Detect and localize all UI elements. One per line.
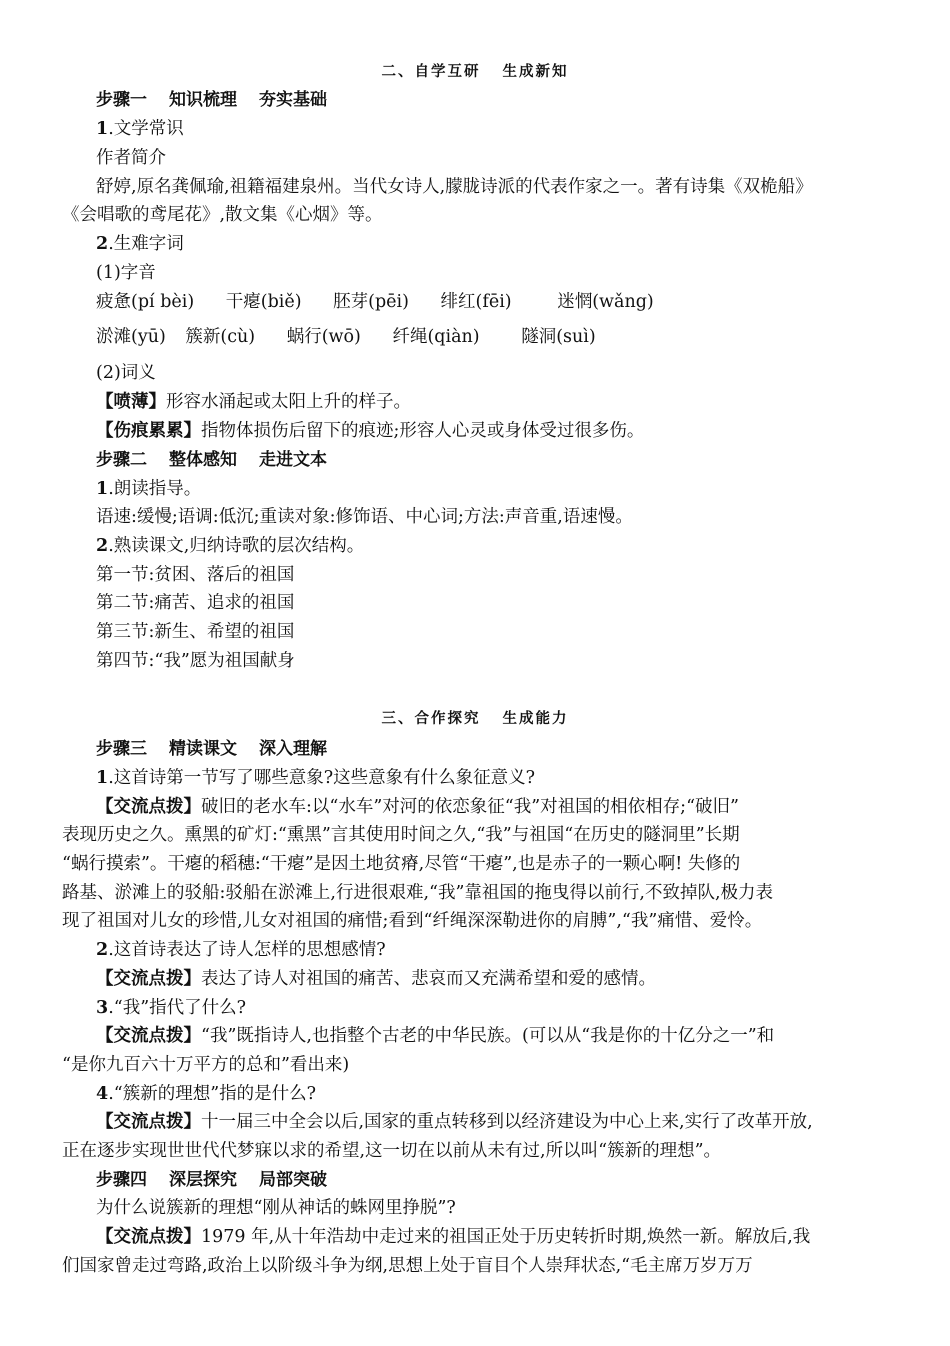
plain-char: 滩 — [113, 327, 131, 347]
section-heading-left: 三、合作探究 — [381, 710, 481, 727]
step-subtitle: 深入理解 — [259, 739, 327, 759]
dotted-char: 纤 — [392, 327, 410, 347]
dotted-char: 疲 — [96, 292, 114, 312]
answer-text: “我”既指诗人,也指整个古老的中华民族。(可以从“我是你的十亿分之一”和 — [201, 1026, 775, 1046]
pinyin: (yū) — [131, 327, 166, 347]
dotted-char: 惫 — [113, 292, 131, 312]
word-item — [287, 325, 361, 349]
word-item — [557, 290, 654, 314]
step-label: 步骤三 — [96, 739, 147, 759]
item-title: .熟读课文,归纳诗歌的层次结构。 — [108, 536, 365, 556]
answer-1-line-1 — [96, 795, 910, 819]
answer-5-line-1 — [96, 1225, 910, 1249]
answer-tag: 【交流点拨】 — [96, 1026, 201, 1046]
word-item — [226, 290, 302, 314]
answer-1-line-2: 表现历史之久。熏黑的矿灯:“熏黑”言其使用时间之久,“我”与祖国“在历史的隧洞里”长期 — [62, 825, 740, 845]
reading-guide-text: 语速:缓慢;语调:低沉;重读对象:修饰语、中心词;方法:声音重,语速慢。 — [96, 507, 633, 527]
pinyin: (pēi) — [368, 292, 409, 312]
meaning-item-1 — [96, 390, 910, 414]
plain-char: 行 — [304, 327, 322, 347]
plain-char: 干 — [225, 292, 244, 312]
pronunciation-row-1 — [96, 290, 910, 314]
pinyin: (wō) — [321, 327, 361, 347]
step-label: 步骤一 — [96, 90, 147, 110]
answer-4-line-2: 正在逐步实现世世代代梦寐以求的希望,这一切在以前从未有过,所以叫“簇新的理想”。 — [62, 1141, 722, 1161]
step-three-heading — [96, 737, 910, 761]
answer-text: 十一届三中全会以后,国家的重点转移到以经济建设为中心上来,实行了改革开放, — [201, 1112, 813, 1132]
step-title: 整体感知 — [169, 450, 237, 470]
word-item — [521, 325, 596, 349]
item-title: .生难字词 — [108, 234, 184, 254]
question-1 — [96, 766, 910, 790]
question-2 — [96, 938, 910, 962]
step-title: 深层探究 — [169, 1170, 237, 1190]
item-number: 4 — [96, 1084, 109, 1104]
answer-3-line-2: “是你九百六十万平方的总和”看出来) — [62, 1055, 350, 1075]
pinyin: (pí bèi) — [131, 292, 195, 312]
answer-text: 表达了诗人对祖国的痛苦、悲哀而又充满希望和爱的感情。 — [201, 969, 656, 989]
step-title: 知识梳理 — [169, 90, 237, 110]
question-5: 为什么说簇新的理想“刚从神话的蛛网里挣脱”? — [96, 1198, 456, 1218]
section-heading-right: 生成新知 — [502, 63, 569, 80]
term-meaning: 指物体损伤后留下的痕迹;形容人心灵或身体受过很多伤。 — [201, 421, 645, 441]
meaning-item-2 — [96, 419, 910, 443]
question-3 — [96, 996, 910, 1020]
question-text: .这首诗表达了诗人怎样的思想感情? — [108, 940, 386, 960]
item-number: 1 — [96, 768, 109, 788]
item-number: 1 — [96, 119, 109, 139]
step-title: 精读课文 — [169, 739, 237, 759]
question-4 — [96, 1082, 910, 1106]
item-number: 2 — [96, 234, 109, 254]
word-item — [185, 325, 255, 349]
answer-4-line-1 — [96, 1110, 910, 1134]
answer-tag: 【交流点拨】 — [96, 969, 201, 989]
answer-5-line-2: 们国家曾走过弯路,政治上以阶级斗争为纲,思想上处于盲目个人崇拜状态,“毛主席万岁万万 — [62, 1256, 753, 1276]
item-number: 2 — [96, 536, 109, 556]
question-text: .“簇新的理想”指的是什么? — [108, 1084, 317, 1104]
answer-tag: 【交流点拨】 — [96, 1227, 201, 1247]
section-heading-left: 二、自学互研 — [381, 63, 481, 80]
plain-char: 绳 — [409, 327, 428, 347]
question-text: .“我”指代了什么? — [108, 998, 247, 1018]
step-subtitle: 夯实基础 — [259, 90, 327, 110]
step-label: 步骤二 — [96, 450, 147, 470]
dotted-char: 绯 — [440, 292, 459, 312]
answer-tag: 【交流点拨】 — [96, 1112, 201, 1132]
dotted-char: 隧 — [521, 327, 539, 347]
reading-guide-heading — [96, 477, 910, 501]
plain-char: 迷 — [557, 292, 575, 312]
literature-heading — [96, 117, 910, 141]
structure-section-4: 第四节:“我”愿为祖国献身 — [96, 651, 295, 671]
structure-section-2: 第二节:痛苦、追求的祖国 — [96, 593, 295, 613]
pinyin: (qiàn) — [427, 327, 480, 347]
step-one-heading — [96, 88, 910, 112]
dotted-char: 簇 — [185, 327, 203, 347]
term-meaning: 形容水涌起或太阳上升的样子。 — [166, 392, 411, 412]
dotted-char: 瘪 — [243, 292, 261, 312]
plain-char: 芽 — [350, 292, 369, 312]
term-tag: 【伤痕累累】 — [96, 421, 201, 441]
author-intro-text-1: 舒婷,原名龚佩瑜,祖籍福建泉州。当代女诗人,朦胧诗派的代表作家之一。著有诗集《双桅船》 — [96, 177, 813, 197]
word-item — [96, 325, 166, 349]
structure-section-1: 第一节:贫困、落后的祖国 — [96, 565, 295, 585]
structure-heading — [96, 534, 910, 558]
dotted-char: 淤 — [96, 327, 114, 347]
section-heading-self-study — [0, 62, 950, 82]
item-number: 1 — [96, 479, 109, 499]
answer-2-line-1 — [96, 967, 910, 991]
pronunciation-row-2 — [96, 325, 910, 349]
pronunciation-heading: (1)字音 — [96, 263, 156, 283]
author-intro-heading: 作者简介 — [96, 148, 166, 168]
dotted-char: 惘 — [574, 292, 593, 312]
answer-1-line-3: “蜗行摸索”。干瘪的稻穗:“干瘪”是因土地贫瘠,尽管“干瘪”,也是赤子的一颗心啊! 失修的 — [62, 854, 741, 874]
section-heading-cooperative — [0, 709, 950, 729]
word-item — [441, 290, 512, 314]
answer-text: 破旧的老水车:以“水车”对河的依恋象征“我”对祖国的相依相存;“破旧” — [201, 797, 739, 817]
answer-1-line-5: 现了祖国对儿女的珍惜,儿女对祖国的痛惜;看到“纤绳深深勒进你的肩膊”,“我”痛惜、爱怜。 — [62, 911, 763, 931]
vocab-heading — [96, 232, 910, 256]
answer-1-line-4: 路基、淤滩上的驳船:驳船在淤滩上,行进很艰难,“我”靠祖国的拖曳得以前行,不致掉队,极力表 — [62, 883, 774, 903]
plain-char: 洞 — [538, 327, 557, 347]
item-number: 3 — [96, 998, 109, 1018]
item-title: .朗读指导。 — [108, 479, 202, 499]
pinyin: (suì) — [556, 327, 596, 347]
answer-3-line-1 — [96, 1024, 910, 1048]
step-label: 步骤四 — [96, 1170, 147, 1190]
pinyin: (biě) — [260, 292, 302, 312]
word-item — [96, 290, 194, 314]
structure-section-3: 第三节:新生、希望的祖国 — [96, 622, 295, 642]
step-subtitle: 局部突破 — [259, 1170, 327, 1190]
answer-tag: 【交流点拨】 — [96, 797, 201, 817]
word-item — [392, 325, 479, 349]
dotted-char: 胚 — [333, 292, 351, 312]
pinyin: (fēi) — [475, 292, 512, 312]
meaning-heading: (2)词义 — [96, 363, 156, 383]
word-item — [333, 290, 409, 314]
pinyin: (wǎng) — [592, 292, 654, 312]
item-number: 2 — [96, 940, 109, 960]
dotted-char: 蜗 — [286, 327, 305, 347]
question-text: .这首诗第一节写了哪些意象?这些意象有什么象征意义? — [108, 768, 536, 788]
step-two-heading — [96, 448, 910, 472]
plain-char: 红 — [458, 292, 476, 312]
pinyin: (cù) — [220, 327, 256, 347]
plain-char: 新 — [202, 327, 221, 347]
answer-text: 1979 年,从十年浩劫中走过来的祖国正处于历史转折时期,焕然一新。解放后,我 — [201, 1227, 811, 1247]
step-subtitle: 走进文本 — [259, 450, 327, 470]
author-intro-text-2: 《会唱歌的鸢尾花》,散文集《心烟》等。 — [62, 205, 383, 225]
term-tag: 【喷薄】 — [96, 392, 166, 412]
item-title: .文学常识 — [108, 119, 184, 139]
step-four-heading — [96, 1168, 910, 1192]
section-heading-right: 生成能力 — [502, 710, 569, 727]
